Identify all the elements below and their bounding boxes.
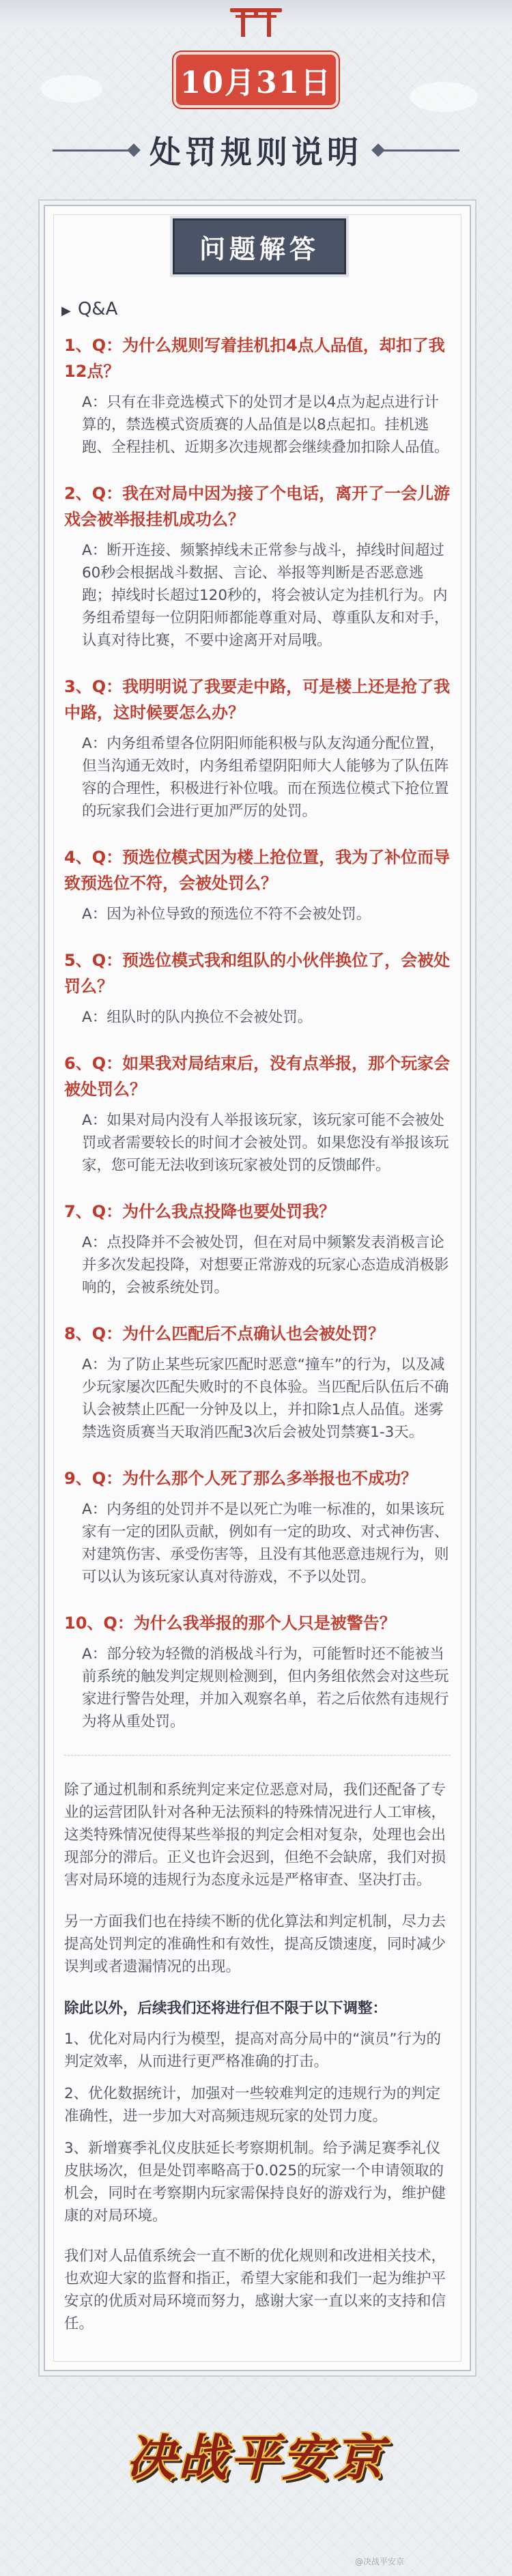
question: 3、Q：我明明说了我要走中路，可是楼上还是抢了我中路，这时候要怎么办？ [64, 677, 451, 722]
title-row [0, 123, 512, 177]
qa-item [64, 1465, 451, 1588]
answer: A：断开连接、频繁掉线未正常参与战斗，掉线时间超过60秒会根据战斗数据、言论、举报等判断是否恶意逃跑；掉线时长超过120秒的，将会被认定为挂机行为。内务组希望每一位阴阳师都能尊重对局、尊重队友和对手，认真对待比赛，不要中途离开对局哦。 [82, 542, 449, 649]
torii-icon [229, 5, 283, 37]
game-logo [0, 2403, 512, 2505]
qa-label [61, 299, 117, 319]
closing-paragraph: 除了通过机制和系统判定来定位恶意对局，我们还配备了专业的运营团队针对各种无法预料的特殊情况进行人工审核，这类特殊情况使得某些举报的判定会相对复杂，处理也会出现部分的滞后。正义也许会迟到，但绝不会缺席，我们对损害对局环境的违规行为态度永远是严格审查、坚决打击。 [64, 1781, 446, 1889]
adjustment-item: 1、优化对局内行为模型，提高对高分局中的“演员”行为的判定效率，从而进行更严格准确的打击。 [64, 2031, 441, 2070]
qa-item [64, 674, 451, 822]
answer: A：内务组的处罚并不是以死亡为唯一标准的，如果该玩家有一定的团队贡献，例如有一定的助攻、对式神伤害、对建筑伤害、承受伤害等，且没有其他恶意违规行为，则可以认为该玩家认真对待游戏，不予以处罚。 [82, 1501, 449, 1586]
date-badge: 10月31日 [176, 55, 336, 105]
cloud-decoration [410, 82, 478, 112]
content-card [44, 205, 471, 2371]
answer: A：如果对局内没有人举报该玩家，该玩家可能不会被处罚或者需要较长的时间才会被处罚。如果您没有举报该玩家，您可能无法收到该玩家被处罚的反馈邮件。 [82, 1112, 449, 1174]
question: 2、Q：我在对局中因为接了个电话，离开了一会儿游戏会被举报挂机成功么？ [64, 484, 451, 529]
answer: A：部分较为轻微的消极战斗行为，可能暂时还不能被当前系统的触发判定规则检测到，但内务组依然会对这些玩家进行警告处理，并加入观察名单，若之后依然有违规行为将从重处罚。 [82, 1646, 449, 1730]
cloud-decoration [41, 75, 102, 102]
question: 8、Q：为什么匹配后不点确认也会被处罚？ [64, 1324, 385, 1343]
answer: A：为了防止某些玩家匹配时恶意“撞车”的行为，以及减少玩家屡次匹配失败时的不良体验。当匹配后队伍后不确认会被禁止匹配一分钟及以上，并扣除1点人品值。迷雾禁选资质赛当天取消匹配3次后会被处罚禁赛1-3天。 [82, 1356, 449, 1441]
qa-item [64, 1199, 451, 1299]
qa-item [64, 844, 451, 926]
title-divider-left [53, 149, 134, 152]
qa-content [64, 332, 451, 2354]
adjustments-heading: 除此以外，后续我们还将进行但不限于以下调整： [64, 2000, 388, 2017]
answer: A：组队时的队内换位不会被处罚。 [82, 1009, 313, 1026]
answer: A：点投降并不会被处罚，但在对局中频繁发表消极言论并多次发起投降，对想要正常游戏的玩家心态造成消极影响的，会被系统处罚。 [82, 1234, 449, 1296]
question: 5、Q：预选位模式我和组队的小伙伴换位了，会被处罚么？ [64, 951, 451, 996]
answer: A：内务组希望各位阴阳师能积极与队友沟通分配位置，但当沟通无效时，内务组希望阴阳师大人能够为了队伍阵容的合理性，积极进行补位哦。而在预选位模式下抢位置的玩家我们会进行更加严厉的处罚。 [82, 735, 449, 820]
qa-item [64, 481, 451, 652]
question: 7、Q：为什么我点投降也要处罚我？ [64, 1202, 336, 1221]
triangle-bullet-icon: ▶ [61, 304, 71, 318]
question: 1、Q：为什么规则写着挂机扣4点人品值，却扣了我12点？ [64, 336, 445, 381]
question: 10、Q：为什么我举报的那个人只是被警告？ [64, 1614, 396, 1633]
qa-item [64, 1610, 451, 1733]
page-title: 处罚规则说明 [150, 134, 362, 171]
closing-paragraph: 我们对人品值系统会一直不断的优化规则和改进相关技术，也欢迎大家的监督和指正，希望大家能和我们一起为维护平安京的优质对局环境而努力，感谢大家一直以来的支持和信任。 [64, 2248, 446, 2332]
qa-label-text: Q&A [77, 299, 118, 319]
answer: A：因为补位导致的预选位不符不会被处罚。 [82, 906, 371, 923]
question: 6、Q：如果我对局结束后，没有点举报，那个玩家会被处罚么？ [64, 1054, 451, 1099]
title-divider-right [378, 149, 459, 152]
adjustment-item: 3、新增赛季礼仪皮肤延长考察期机制。给予满足赛季礼仪皮肤场次，但是处罚率略高于0.025的玩家一个申请领取的机会，同时在考察期内玩家需保持良好的游戏行为，维护健康的对局环境。 [64, 2140, 446, 2224]
question: 9、Q：为什么那个人死了那么多举报也不成功？ [64, 1469, 418, 1488]
section-divider [64, 1755, 451, 1756]
qa-item [64, 332, 451, 459]
watermark: @决战平安京 [355, 2557, 405, 2566]
qa-item [64, 1050, 451, 1177]
game-logo-text: 决战平安京 [126, 2429, 386, 2487]
answer: A：只有在非竞选模式下的处罚才是以4点为起点进行计算的，禁选模式资质赛的人品值是以8点起扣。挂机逃跑、全程挂机、近期多次违规都会继续叠加扣除人品值。 [82, 394, 449, 456]
section-badge: 问题解答 [173, 218, 346, 274]
closing-paragraph: 另一方面我们也在持续不断的优化算法和判定机制，尽力去提高处罚判定的准确性和有效性，提高反馈速度，同时减少误判或者遗漏情况的出现。 [64, 1913, 446, 1975]
header [0, 0, 512, 205]
qa-item [64, 947, 451, 1029]
adjustment-item: 2、优化数据统计，加强对一些较难判定的违规行为的判定准确性，进一步加大对高频违规玩家的处罚力度。 [64, 2085, 441, 2125]
qa-item [64, 1321, 451, 1444]
question: 4、Q：预选位模式因为楼上抢位置，我为了补位而导致预选位不符，会被处罚么？ [64, 848, 451, 893]
